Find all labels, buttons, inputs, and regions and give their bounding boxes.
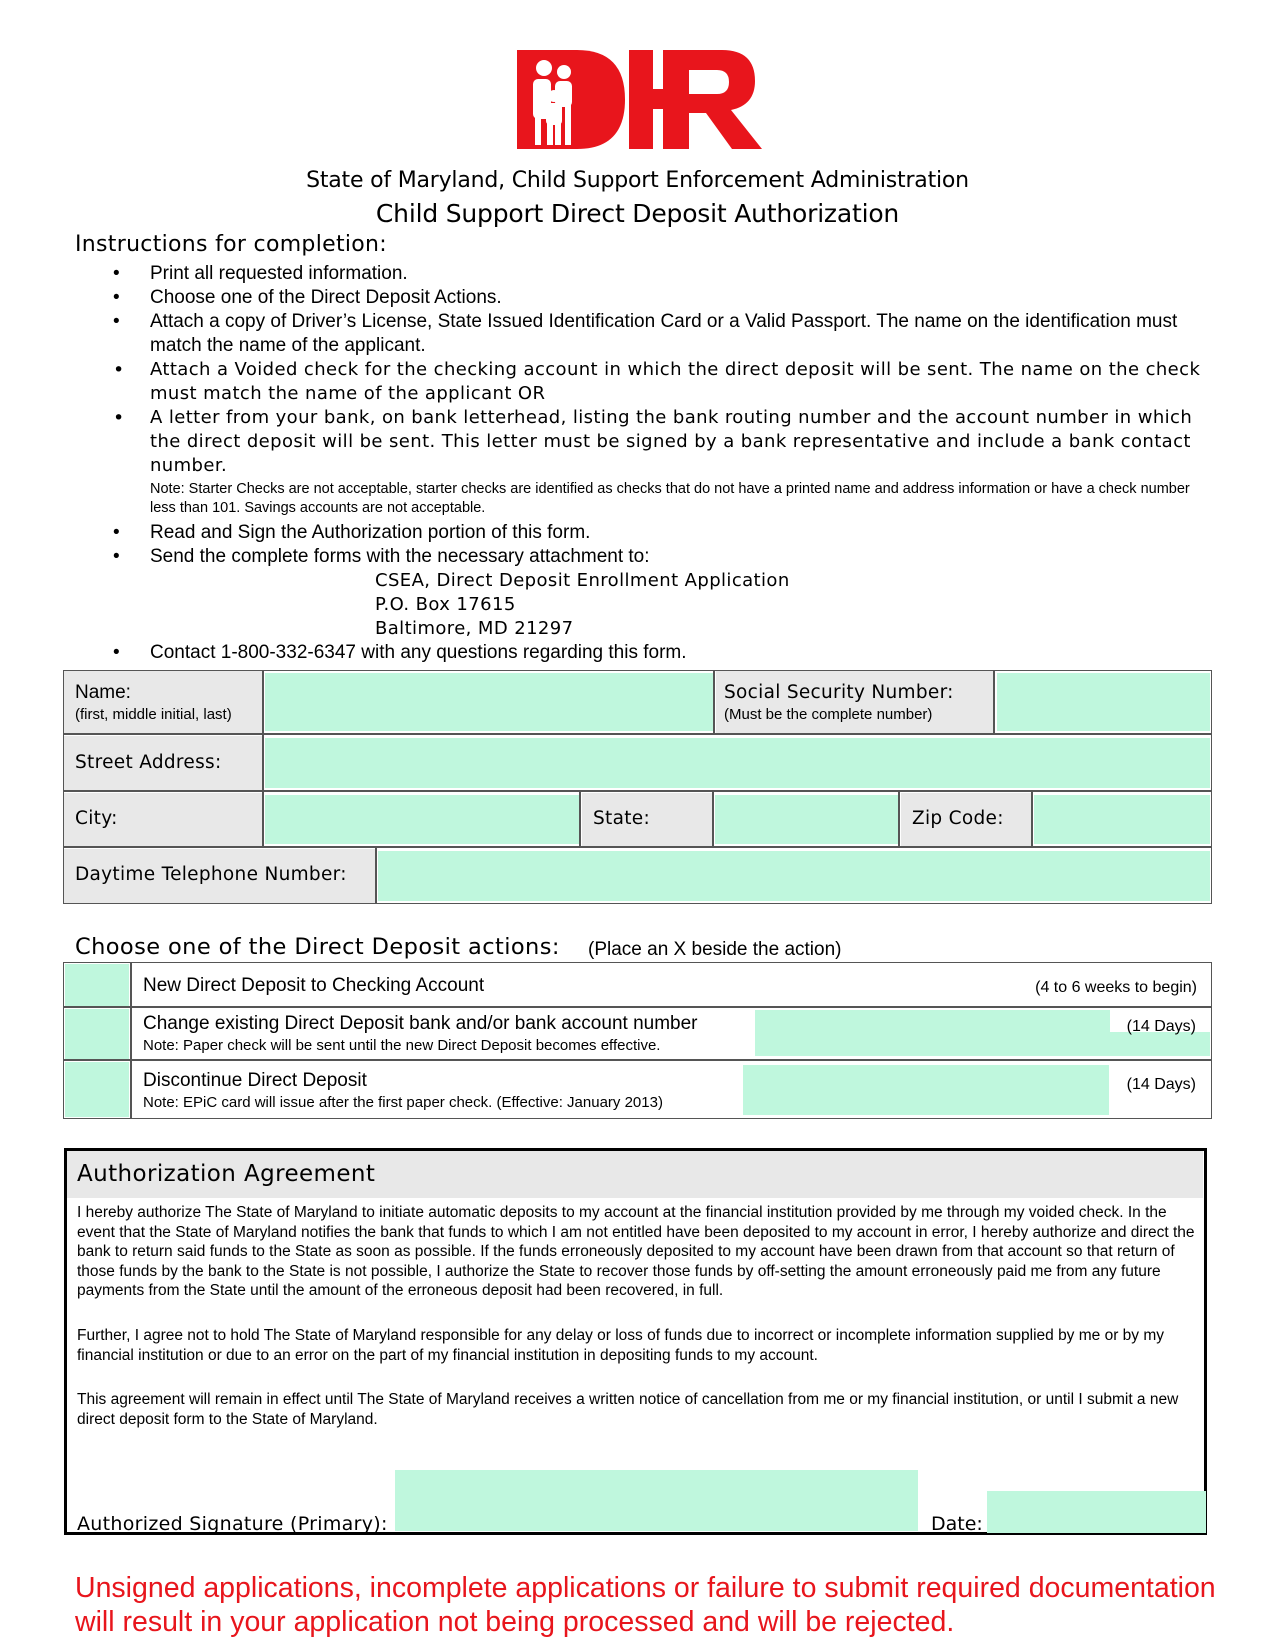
instruction-text: Send the complete forms with the necessary attachment to: (150, 546, 650, 567)
instructions-title: Instructions for completion: (75, 232, 387, 257)
mailing-address-line: P.O. Box 17615 (375, 594, 516, 615)
instruction-text: Attach a copy of Driver’s License, State Issued Identification Card or a Valid Passport. The name on the identification must match the name of the applicant. (150, 311, 1178, 356)
street-address-input[interactable] (265, 738, 1210, 788)
change-deposit-note: Note: Paper check will be sent until the new Direct Deposit becomes effective. (143, 1037, 661, 1054)
instruction-item (0, 406, 1275, 521)
ssn-sublabel: (Must be the complete number) (724, 706, 933, 723)
divider (579, 791, 581, 847)
actions-title: Choose one of the Direct Deposit actions: (75, 934, 560, 960)
instruction-text: Choose one of the Direct Deposit Actions. (150, 287, 502, 308)
divider (375, 847, 377, 903)
instruction-item (0, 310, 1275, 358)
agency-name: State of Maryland, Child Support Enforcement Administration (306, 168, 969, 193)
instruction-text: Read and Sign the Authorization portion of this form. (150, 522, 591, 543)
instruction-text: Attach a Voided check for the checking account in which the direct deposit will be sent. The name on the check must match the name of the applicant OR (150, 359, 1201, 404)
name-input[interactable] (265, 673, 713, 731)
change-deposit-fill[interactable] (755, 1010, 1110, 1056)
instruction-item (0, 545, 1275, 641)
divider (130, 962, 132, 1118)
bullet: • (113, 522, 120, 543)
zip-label: Zip Code: (912, 808, 1004, 829)
bullet: • (113, 359, 125, 381)
divider (712, 791, 714, 847)
discontinue-deposit-note: Note: EPiC card will issue after the first paper check. (Effective: January 2013) (143, 1094, 663, 1111)
divider (1031, 791, 1033, 847)
signature-input[interactable] (395, 1470, 918, 1531)
discontinue-deposit-checkbox[interactable] (65, 1062, 129, 1117)
bullet: • (113, 287, 120, 308)
daytime-phone-input[interactable] (378, 851, 1210, 901)
instruction-item (0, 641, 1275, 665)
city-label: City: (75, 808, 118, 829)
signature-label: Authorized Signature (Primary): (77, 1513, 388, 1535)
divider (713, 671, 715, 734)
dhr-logo (517, 50, 762, 149)
form-title: Child Support Direct Deposit Authorization (375, 199, 900, 228)
instruction-text: A letter from your bank, on bank letterhead, listing the bank routing number and the account number in which the direct deposit will be sent. This letter must be signed by a bank representative and include a bank contact number. (150, 407, 1193, 476)
divider (63, 733, 1212, 735)
authorization-paragraph: This agreement will remain in effect until The State of Maryland receives a written notice of cancellation from me or my financial institution, or until I submit a new direct deposit form to the State of Maryland. (77, 1391, 1179, 1428)
instruction-item (0, 262, 1275, 286)
zip-code-input[interactable] (1034, 795, 1210, 844)
starter-check-note: Note: Starter Checks are not acceptable, starter checks are identified as checks that do not have a printed name and address information or have a check number less than 101. Savings accounts are not acceptable. (150, 481, 1190, 516)
bullet: • (113, 407, 125, 429)
change-deposit-label: Change existing Direct Deposit bank and/or bank account number (143, 1013, 698, 1034)
name-sublabel: (first, middle initial, last) (75, 706, 232, 723)
new-deposit-checkbox[interactable] (65, 964, 129, 1006)
divider (63, 1006, 1212, 1008)
discontinue-deposit-fill[interactable] (743, 1065, 1109, 1115)
divider (993, 671, 995, 734)
instruction-item (0, 286, 1275, 310)
mailing-address-line: CSEA, Direct Deposit Enrollment Application (375, 570, 790, 591)
state-input[interactable] (715, 795, 898, 844)
authorization-title: Authorization Agreement (77, 1161, 376, 1187)
discontinue-deposit-label: Discontinue Direct Deposit (143, 1070, 367, 1091)
date-label: Date: (931, 1513, 983, 1535)
divider (63, 1059, 1212, 1061)
change-deposit-checkbox[interactable] (65, 1009, 129, 1059)
instructions-list (0, 262, 1275, 665)
bullet: • (113, 311, 120, 332)
new-deposit-label: New Direct Deposit to Checking Account (143, 975, 485, 996)
instruction-text: Print all requested information. (150, 263, 408, 284)
bullet: • (113, 642, 120, 663)
bullet: • (113, 263, 120, 284)
city-input[interactable] (265, 795, 579, 844)
state-label: State: (593, 808, 651, 829)
ssn-label: Social Security Number: (724, 682, 954, 703)
divider (898, 791, 900, 847)
instruction-text: Contact 1-800-332-6347 with any questions regarding this form. (150, 642, 687, 663)
date-input[interactable] (987, 1491, 1206, 1533)
actions-hint: (Place an X beside the action) (588, 939, 842, 960)
name-label: Name: (75, 682, 131, 703)
divider (63, 846, 1212, 848)
discontinue-deposit-timing: (14 Days) (1126, 1076, 1196, 1093)
instruction-item (0, 358, 1275, 406)
rejection-warning: Unsigned applications, incomplete applications or failure to submit required documentation will result in your application not being processed and will be rejected. (75, 1572, 1216, 1638)
instruction-item (0, 521, 1275, 545)
divider (63, 790, 1212, 792)
mailing-address-line: Baltimore, MD 21297 (375, 618, 574, 639)
phone-label: Daytime Telephone Number: (75, 864, 347, 885)
street-label: Street Address: (75, 752, 222, 773)
authorization-paragraph: Further, I agree not to hold The State of Maryland responsible for any delay or loss of funds due to incorrect or incomplete information supplied by me or by my financial institution or due to an error on the part of my financial institution in depositing funds to my account. (77, 1327, 1165, 1364)
ssn-input[interactable] (997, 673, 1210, 731)
authorization-paragraph: I hereby authorize The State of Maryland to initiate automatic deposits to my account at the financial institution provided by me through my voided check. In the event that the State of Maryland notifies the bank that funds to which I am not entitled have been deposited to my account in error, I hereby authorize and direct the bank to return said funds to the State as soon as possible. If the funds erroneously deposited to my account have been drawn from that account so that return of those funds by the bank to the State is not possible, I authorize the State to recover those funds by off-setting the amount erroneously paid me from any future payments from the State until the amount of the erroneous deposit had been recovered, in full. (77, 1204, 1195, 1299)
bullet: • (113, 546, 120, 567)
divider (262, 671, 264, 847)
new-deposit-timing: (4 to 6 weeks to begin) (1035, 979, 1197, 996)
change-deposit-timing: (14 Days) (1126, 1018, 1196, 1035)
